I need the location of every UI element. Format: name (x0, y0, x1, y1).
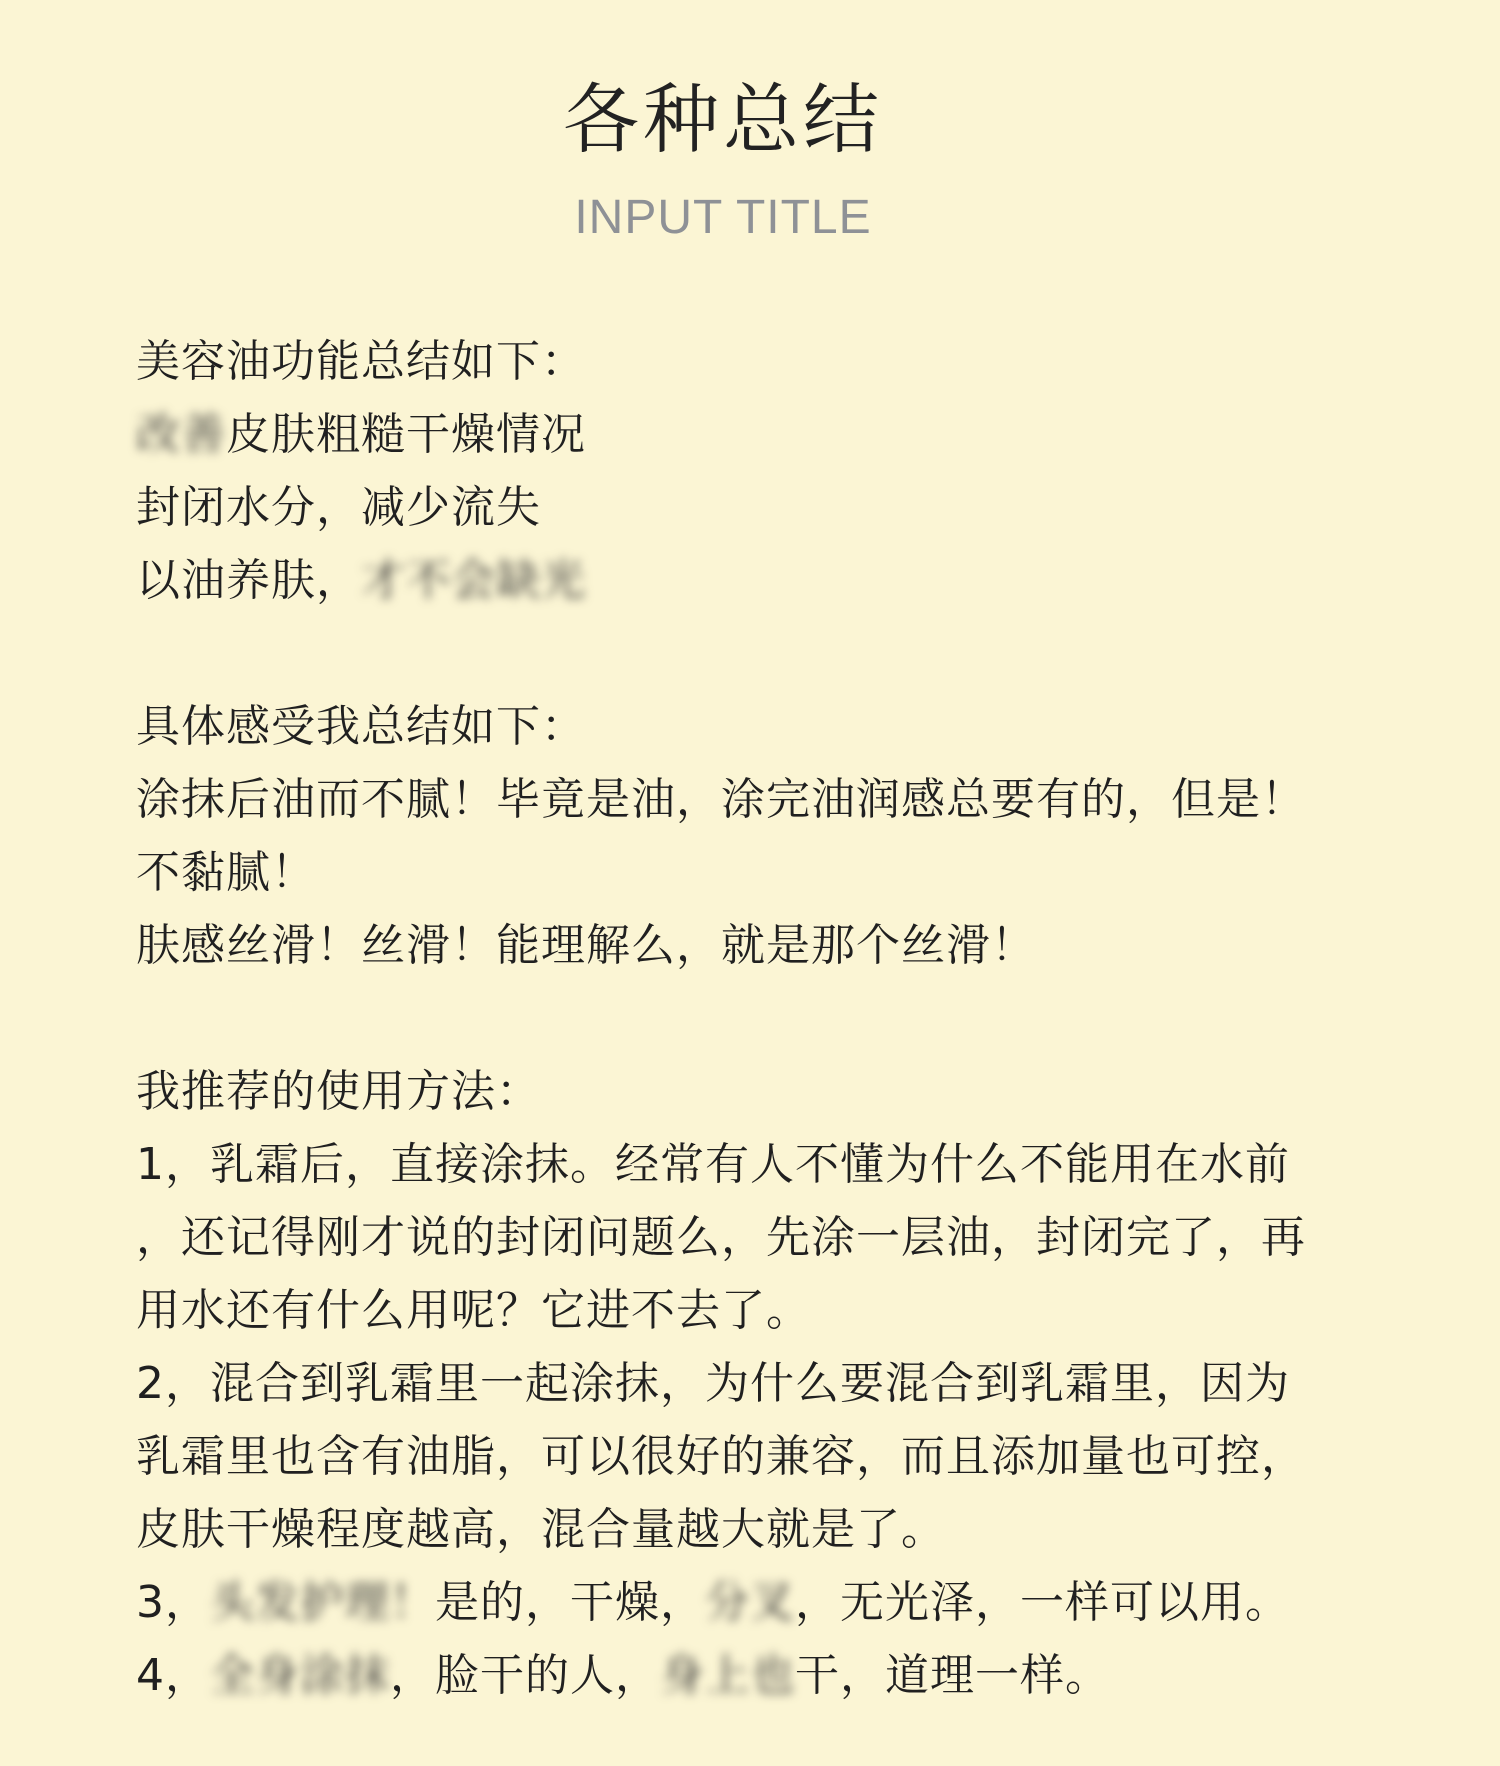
text-segment: ，脸干的人， (390, 1650, 660, 1701)
text-segment: 是的，干燥， (435, 1577, 705, 1628)
blurred-text: 改善 (136, 409, 226, 460)
text-segment: 皮肤粗糙干燥情况 (226, 409, 586, 460)
text-line: 用水还有什么用呢？它进不去了。 (136, 1285, 811, 1336)
section-heading: 我推荐的使用方法： (136, 1066, 541, 1117)
text-line: 不黏腻！ (136, 847, 316, 898)
text-line (136, 1639, 1406, 1712)
paragraph-gap (136, 982, 1406, 1055)
blurred-text: 分叉 (705, 1577, 795, 1628)
text-line (136, 398, 1406, 471)
text-line: 2，混合到乳霜里一起涂抹，为什么要混合到乳霜里，因为 (136, 1358, 1290, 1409)
text-line: 皮肤干燥程度越高，混合量越大就是了。 (136, 1504, 946, 1555)
text-line: 肤感丝滑！丝滑！能理解么，就是那个丝滑！ (136, 920, 1036, 971)
text-segment: 3， (136, 1577, 210, 1628)
blurred-text: 才不会缺光 (361, 555, 586, 606)
paragraph-gap (136, 617, 1406, 690)
text-line (136, 1566, 1406, 1639)
text-line: ，还记得刚才说的封闭问题么，先涂一层油，封闭完了，再 (136, 1212, 1306, 1263)
text-segment: 以油养肤， (136, 555, 361, 606)
text-line: 1，乳霜后，直接涂抹。经常有人不懂为什么不能用在水前 (136, 1139, 1290, 1190)
page-title: 各种总结 (563, 75, 883, 164)
section-heading: 具体感受我总结如下： (136, 701, 586, 752)
blurred-text: 全身涂抹 (210, 1650, 390, 1701)
text-line: 封闭水分，减少流失 (136, 482, 541, 533)
text-segment: ，无光泽，一样可以用。 (795, 1577, 1290, 1628)
text-line: 涂抹后油而不腻！毕竟是油，涂完油润感总要有的，但是！ (136, 774, 1306, 825)
text-segment: 干，道理一样。 (795, 1650, 1110, 1701)
article-body (136, 325, 1406, 1712)
blurred-text: 头发护理！ (210, 1577, 435, 1628)
text-segment: 4， (136, 1650, 210, 1701)
text-line (136, 544, 1406, 617)
text-line: 乳霜里也含有油脂，可以很好的兼容，而且添加量也可控， (136, 1431, 1306, 1482)
page-subtitle: INPUT TITLE (574, 191, 872, 244)
blurred-text: 身上也 (660, 1650, 795, 1701)
section-heading: 美容油功能总结如下： (136, 336, 586, 387)
